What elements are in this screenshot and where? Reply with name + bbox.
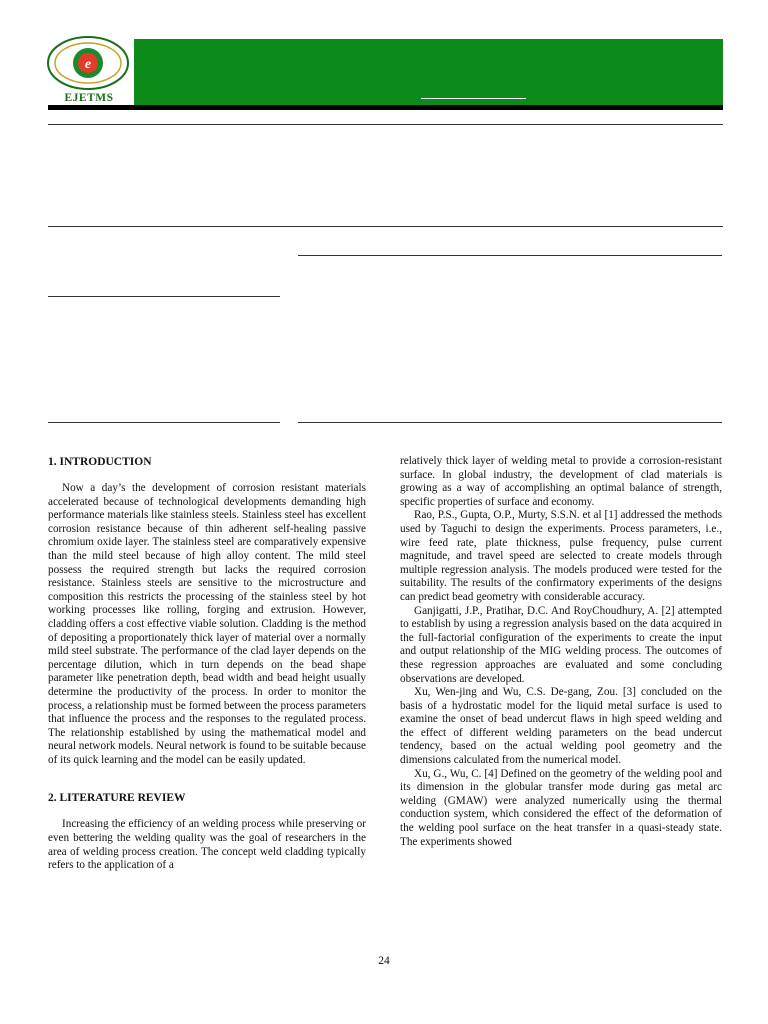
divider-rule: [298, 255, 722, 256]
header-link-underline: [421, 98, 526, 99]
divider-rule: [48, 296, 280, 297]
body-paragraph: Xu, Wen-jing and Wu, C.S. De-gang, Zou. [3] concluded on the basis of a hydrostatic model for the liquid metal surface is used to examine the onset of bead undercut flaws in high speed welding and the effect of different welding parameters on the bead undercut tendency, based on the actual welding pool geometry and the dimensions calculated from the numerical model.: [400, 686, 722, 767]
body-paragraph: Rao, P.S., Gupta, O.P., Murty, S.S.N. et al [1] addressed the methods used by Taguchi to design the experiments. Process parameters, i.e., wire feed rate, plate thickness, pulse frequency, pulse current magnitude, and travel speed are selected to create models through multiple regression analysis. The models produced were tested for the suitability. The results of the confirmatory experiments of the designs can predict bead geometry with considerable accuracy.: [400, 509, 722, 603]
svg-text:e: e: [84, 57, 92, 72]
header-rule: [48, 105, 723, 110]
body-paragraph: relatively thick layer of welding metal to provide a corrosion-resistant surface. In global industry, the development of clad materials is growing as a way of accomplishing an optimal balance of strength, specific properties of surface and economy.: [400, 455, 722, 508]
divider-rule: [48, 226, 723, 227]
page-number: 24: [378, 955, 390, 967]
body-paragraph: Now a day’s the development of corrosion resistant materials accelerated because of technological developments demanding high performance materials like stainless steels. Stainless steel has excellent corrosion resistance because of thin adherent self-healing passive chromium oxide layer. The stainless steel are comparatively expensive than the mild steel because of high alloy content. The mild steel possess the required strength but lacks the required corrosion resistance. Stainless steels are sensitive to the microstructure and composition this restricts the processing of the stainless steel by hot working processes like rolling, forging and extrusion. However, cladding offers a cost effective viable solution. Cladding is the method of depositing a proportionately thick layer of material over a normally mild steel substrate. The performance of the clad layer depends on the percentage dilution, which in turn depends on the bead shape parameter like penetration depth, bead width and bead height usually determine the productivity of the process. In order to monitor the process, a relationship must be formed between the process parameters that influence the process and the responses to the regulated process. The relationship established by using the mathematical model and neural network models. Neural network is found to be suitable because of its quick learning and the model can be easily updated.: [48, 482, 366, 766]
journal-logo: [44, 36, 132, 108]
divider-rule: [298, 422, 722, 423]
body-column-right: [400, 455, 722, 849]
divider-rule: [48, 124, 723, 125]
header-banner: [134, 39, 723, 105]
section-heading: 2. LITERATURE REVIEW: [48, 792, 186, 805]
body-paragraph: Xu, G., Wu, C. [4] Defined on the geometry of the welding pool and its dimension in the globular transfer mode during gas metal arc welding (GMAW) were analyzed numerically using the thermal conduction system, which considered the effect of the deformation of the welding pool surface on the heat transfer in a quasi-steady state. The experiments showed: [400, 767, 722, 848]
body-column-left: [48, 455, 366, 873]
body-paragraph: Ganjigatti, J.P., Pratihar, D.C. And RoyChoudhury, A. [2] attempted to establish by using a regression analysis based on the data acquired in the full-factorial configuration of the experiments to create the input and output relationship of the MIG welding process. The outcomes of these regression approaches are evaluated and some concluding observations are developed.: [400, 604, 722, 685]
divider-rule: [48, 422, 280, 423]
body-paragraph: Increasing the efficiency of an welding process while preserving or even bettering the welding quality was the goal of researchers in the area of welding process creation. The concept weld cladding typically refers to the application of a: [48, 818, 366, 872]
journal-abbrev: EJETMS: [64, 92, 114, 104]
section-heading: 1. INTRODUCTION: [48, 456, 152, 468]
